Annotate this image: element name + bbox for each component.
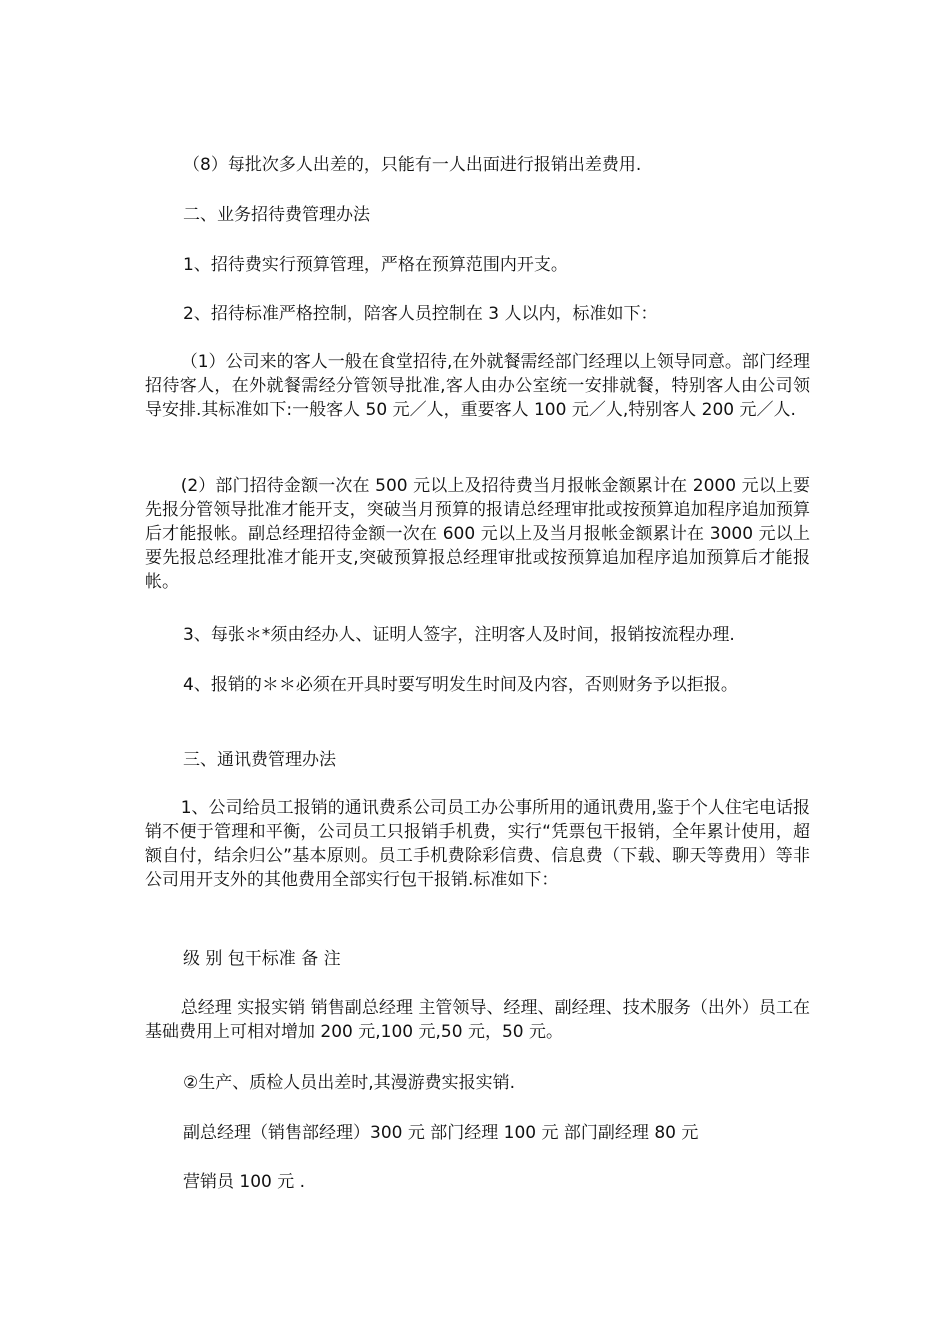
paragraph-entertainment-3: 3、每张＊*须由经办人、证明人签字，注明客人及时间，报销按流程办理. [183, 625, 735, 645]
paragraph-travel-rule-8: （8）每批次多人出差的，只能有一人出面进行报销出差费用. [183, 155, 642, 175]
paragraph-entertainment-2: 2、招待标准严格控制，陪客人员控制在 3 人以内，标准如下： [183, 304, 658, 324]
paragraph-communication-1: 1、公司给员工报销的通讯费系公司员工办公事所用的通讯费用,鉴于个人住宅电话报销不便于管理和平衡，公司员工只报销手机费，实行“凭票包干报销，全年累计使用，超额自付，结余归公”基本原则。员工手机费除彩信费、信息费（下载、聊天等费用）等非公司用开支外的其他费用全部实行包干报销.标准如下： [145, 798, 810, 890]
paragraph-entertainment-2-2: (2）部门招待金额一次在 500 元以上及招待费当月报帐金额累计在 2000 元以上要先报分管领导批准才能开支，突破当月预算的报请总经理审批或按预算追加程序追加预算后才能报帐。副总经理招待金额一次在 600 元以上及当月报帐金额累计在 3000 元以上要先报总经理批准才能开支,突破预算报总经理审批或按预算追加程序追加预算后才能报帐。 [145, 476, 810, 592]
paragraph-sales-staff-standard: 营销员 100 元 . [183, 1172, 306, 1192]
paragraph-entertainment-2-1: （1）公司来的客人一般在食堂招待,在外就餐需经部门经理以上领导同意。部门经理招待客人，在外就餐需经分管领导批准,客人由办公室统一安排就餐，特别客人由公司领导安排.其标准如下:一般客人 50 元／人，重要客人 100 元／人,特别客人 200 元／人. [145, 352, 810, 420]
paragraph-manager-standards: 副总经理（销售部经理）300 元 部门经理 100 元 部门副经理 80 元 [183, 1123, 699, 1143]
paragraph-general-manager-standard: 总经理 实报实销 销售副总经理 主管领导、经理、副经理、技术服务（出外）员工在基础费用上可相对增加 200 元,100 元,50 元，50 元。 [145, 998, 810, 1042]
heading-entertainment-expense: 二、业务招待费管理办法 [183, 205, 370, 225]
heading-communication-expense: 三、通讯费管理办法 [183, 750, 336, 770]
paragraph-entertainment-1: 1、招待费实行预算管理，严格在预算范围内开支。 [183, 255, 568, 275]
paragraph-production-roaming: ②生产、质检人员出差时,其漫游费实报实销. [183, 1073, 516, 1093]
paragraph-entertainment-4: 4、报销的＊＊必须在开具时要写明发生时间及内容，否则财务予以拒报。 [183, 675, 738, 695]
standard-table-header: 级 别 包干标准 备 注 [183, 949, 341, 969]
